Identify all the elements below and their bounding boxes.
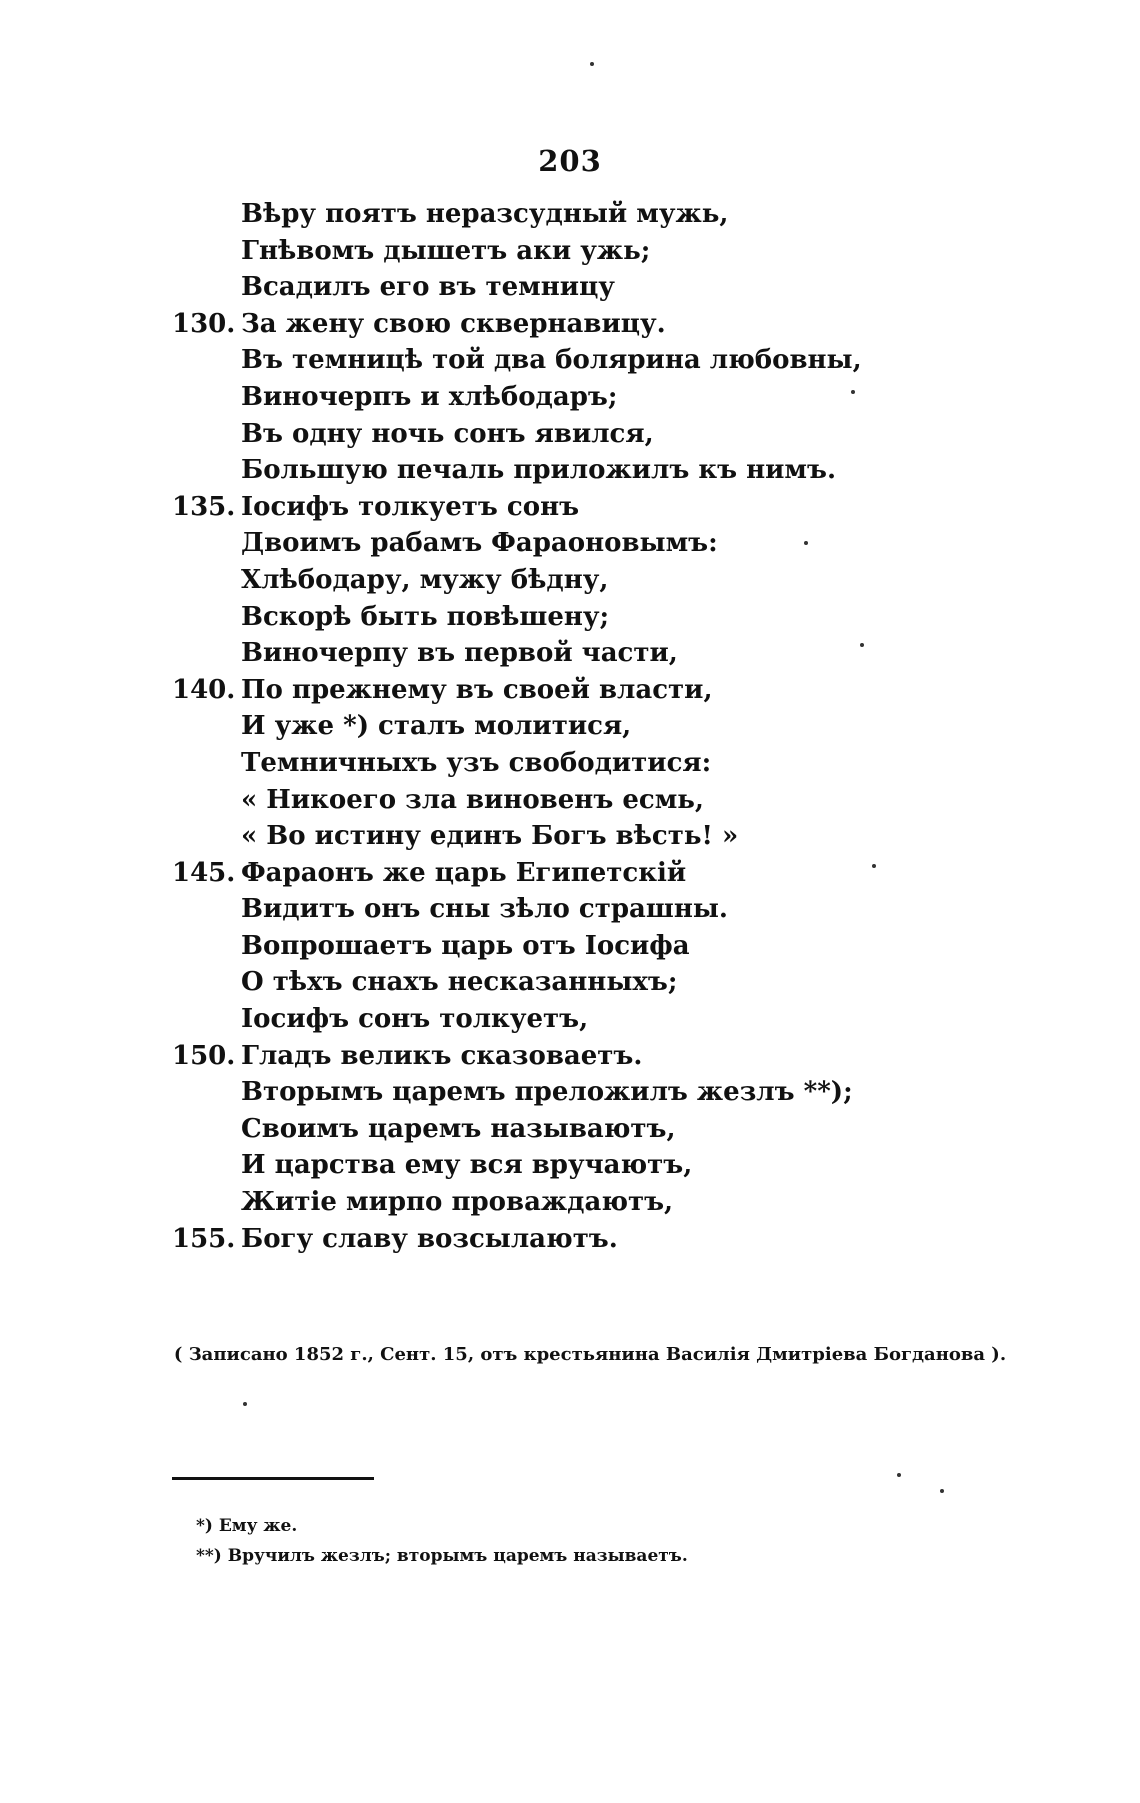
scan-speck [851, 390, 855, 394]
poem-line [0, 269, 1140, 306]
line-text: За жену свою сквернавицу. [241, 308, 666, 339]
line-text: Въ одну ночь сонъ явился, [241, 418, 654, 449]
footnote-1: *) Ему же. [196, 1516, 298, 1536]
line-text: Гладъ великъ сказоваетъ. [241, 1040, 643, 1071]
scan-speck [860, 643, 864, 647]
poem-line [0, 452, 1140, 489]
line-number: 130. [172, 308, 236, 339]
poem-line [0, 708, 1140, 745]
line-text: « Во истину единъ Богъ вѣсть! » [241, 821, 739, 852]
poem-line [0, 1184, 1140, 1221]
scan-speck [872, 864, 876, 868]
poem-line [0, 1111, 1140, 1148]
line-text: Видитъ онъ сны зѣло страшны. [241, 894, 728, 925]
line-text: По прежнему въ своей власти, [241, 674, 713, 705]
line-text: Всадилъ его въ темницу [241, 272, 615, 303]
record-note: ( Записано 1852 г., Сент. 15, отъ крестьянина Василія Дмитріева Богданова ). [173, 1344, 1007, 1365]
line-text: Хлѣбодару, мужу бѣдну, [241, 564, 609, 595]
line-text: Іосифъ сонъ толкуетъ, [241, 1004, 589, 1035]
page-number: 203 [538, 144, 602, 178]
line-text: Вѣру поятъ неразсудный мужь, [241, 199, 729, 229]
line-text: О тѣхъ снахъ несказанныхъ; [241, 967, 678, 998]
scan-speck [590, 62, 594, 66]
poem-line [0, 342, 1140, 379]
line-text: Виночерпу въ первой части, [241, 638, 678, 669]
scan-speck [804, 541, 808, 545]
line-text: Гнѣвомъ дышетъ аки ужь; [241, 235, 651, 266]
line-text: И уже *) сталъ молитися, [241, 711, 632, 742]
poem-line [0, 489, 1140, 526]
poem-line [0, 233, 1140, 270]
line-text: Виночерпъ и хлѣбодаръ; [241, 381, 618, 412]
line-text: Житіе мирпо проваждаютъ, [241, 1187, 674, 1218]
scan-speck [243, 1402, 247, 1406]
line-text: Іосифъ толкуетъ сонъ [241, 491, 580, 522]
poem-line [0, 1001, 1140, 1038]
line-number: 155. [172, 1223, 236, 1254]
poem-line [0, 599, 1140, 636]
line-text: Двоимъ рабамъ Фараоновымъ: [241, 528, 718, 559]
line-number: 135. [172, 491, 236, 522]
line-number: 140. [172, 674, 236, 705]
scan-speck [940, 1489, 944, 1493]
poem-line [0, 928, 1140, 965]
line-text: Фараонъ же царь Египетскій [241, 857, 687, 888]
poem-line [0, 964, 1140, 1001]
line-number: 150. [172, 1040, 236, 1071]
line-text: Богу славу возсылаютъ. [241, 1223, 618, 1254]
poem-line [0, 818, 1140, 855]
line-text: « Никоего зла виновенъ есмь, [241, 784, 704, 815]
line-number: 145. [172, 857, 236, 888]
line-text: Вопрошаетъ царь отъ Іосифа [241, 930, 690, 961]
line-text: Большую печаль приложилъ къ нимъ. [241, 455, 837, 486]
poem-line [0, 855, 1140, 892]
poem-line [0, 1074, 1140, 1111]
poem-line [0, 635, 1140, 672]
footnote-divider [172, 1477, 374, 1480]
poem-line [0, 416, 1140, 453]
poem-line [0, 745, 1140, 782]
poem-line [0, 379, 1140, 416]
poem-line [0, 672, 1140, 709]
line-text: Своимъ царемъ называютъ, [241, 1113, 676, 1144]
poem-line [0, 306, 1140, 343]
poem-line [0, 562, 1140, 599]
poem-line [0, 1147, 1140, 1184]
line-text: Въ темницѣ той два болярина любовны, [241, 345, 862, 376]
line-text: Вторымъ царемъ преложилъ жезлъ **); [241, 1077, 853, 1108]
line-text: Темничныхъ узъ свободитися: [241, 747, 712, 778]
line-text: И царства ему вся вручаютъ, [241, 1150, 693, 1181]
poem-line [0, 525, 1140, 562]
footnote-2: **) Вручилъ жезлъ; вторымъ царемъ называетъ. [196, 1546, 688, 1566]
poem-line [0, 1038, 1140, 1075]
poem-line [0, 1221, 1140, 1258]
scan-speck [897, 1473, 901, 1477]
poem-body [0, 196, 1140, 1257]
poem-line [0, 891, 1140, 928]
poem-line [0, 782, 1140, 819]
poem-line [0, 196, 1140, 233]
line-text: Вскорѣ быть повѣшену; [241, 601, 610, 632]
